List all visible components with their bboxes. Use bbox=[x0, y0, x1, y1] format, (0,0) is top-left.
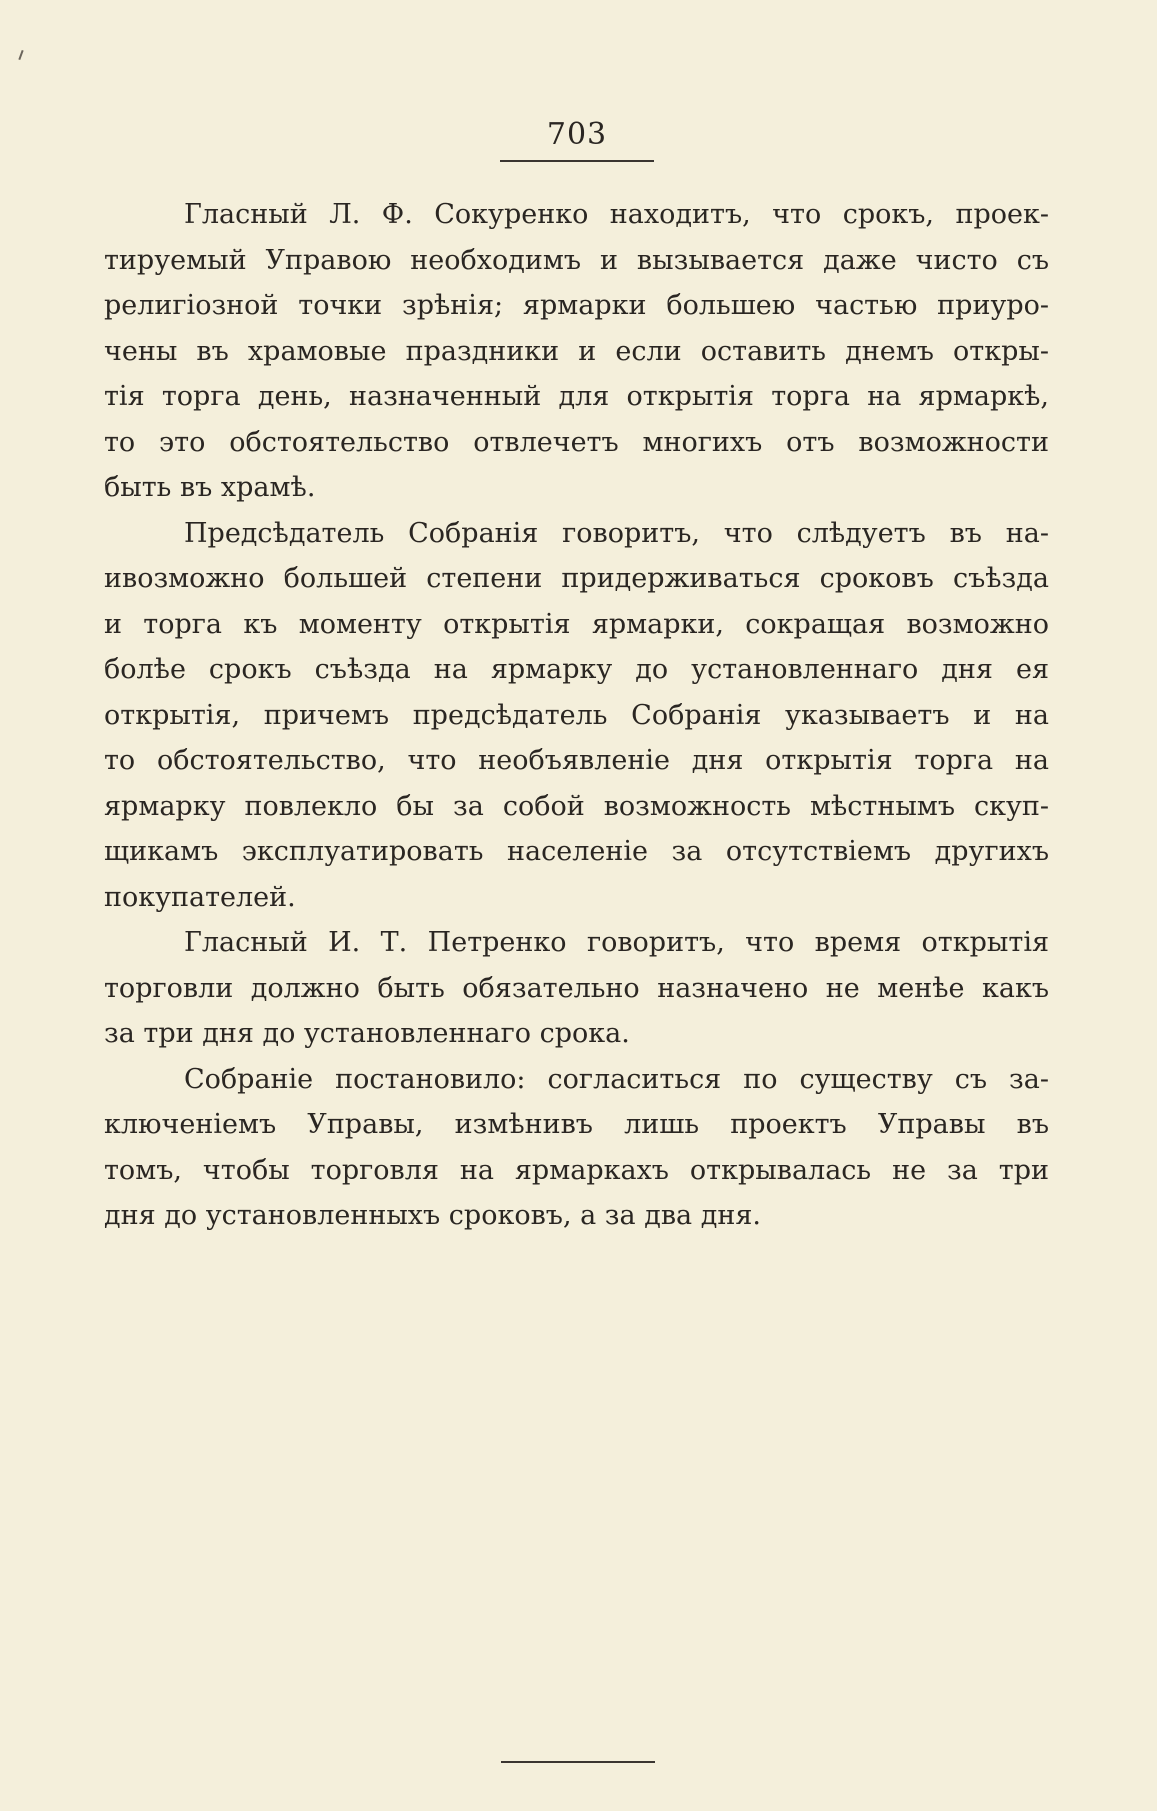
body-text bbox=[104, 192, 1049, 1239]
text-line: и торга къ моменту открытiя ярмарки, сокращая возможно bbox=[104, 608, 1049, 640]
text-line: Гласный Л. Ф. Сокуренко находитъ, что срокъ, проек- bbox=[184, 199, 1049, 230]
text-line: быть въ храмѣ. bbox=[104, 472, 316, 503]
page-number-rule bbox=[500, 160, 654, 162]
text-line: открытiя, причемъ предсѣдатель Собранiя указываетъ и на bbox=[104, 699, 1049, 731]
text-line: щикамъ эксплуатировать населенiе за отсутствiемъ другихъ bbox=[104, 836, 1049, 867]
text-line: Гласный И. Т. Петренко говоритъ, что время открытiя bbox=[184, 927, 1049, 958]
end-rule bbox=[501, 1761, 655, 1763]
text-line: торговли должно быть обязательно назначено не менѣе какъ bbox=[104, 972, 1049, 1004]
text-line: Собранiе постановило: согласиться по существу съ за- bbox=[184, 1063, 1049, 1095]
text-line: дня до установленныхъ сроковъ, а за два дня. bbox=[104, 1200, 761, 1231]
text-line: ивозможно большей степени придерживаться сроковъ съѣзда bbox=[104, 563, 1049, 594]
text-line: ярмарку повлекло бы за собой возможность мѣстнымъ скуп- bbox=[104, 790, 1049, 822]
text-line: то обстоятельство, что необъявленiе дня открытiя торга на bbox=[104, 745, 1049, 776]
text-line: болѣе срокъ съѣзда на ярмарку до установленнаго дня ея bbox=[104, 654, 1049, 685]
text-line: ключенiемъ Управы, измѣнивъ лишь проектъ Управы въ bbox=[104, 1109, 1049, 1140]
paragraph-petrenko bbox=[104, 920, 1049, 1057]
paragraph-resolution bbox=[104, 1057, 1049, 1239]
text-line: за три дня до установленнаго срока. bbox=[104, 1018, 630, 1049]
text-line: чены въ храмовые праздники и если оставить днемъ откры- bbox=[104, 335, 1049, 367]
text-line: Предсѣдатель Собранiя говоритъ, что слѣдуетъ въ на- bbox=[184, 517, 1049, 549]
paragraph-sokurenko bbox=[104, 192, 1049, 511]
text-line: то это обстоятельство отвлечетъ многихъ отъ возможности bbox=[104, 426, 1049, 458]
corner-mark bbox=[18, 50, 23, 60]
text-line: томъ, чтобы торговля на ярмаркахъ открывалась не за три bbox=[104, 1154, 1049, 1186]
text-line: тируемый Управою необходимъ и вызывается даже чисто съ bbox=[104, 244, 1049, 276]
page-number: 703 bbox=[546, 117, 608, 152]
text-line: тiя торга день, назначенный для открытiя торга на ярмаркѣ, bbox=[104, 381, 1049, 412]
paragraph-chairman bbox=[104, 511, 1049, 921]
text-line: покупателей. bbox=[104, 881, 296, 913]
text-line: религiозной точки зрѣнiя; ярмарки большею частью приуро- bbox=[104, 290, 1049, 321]
